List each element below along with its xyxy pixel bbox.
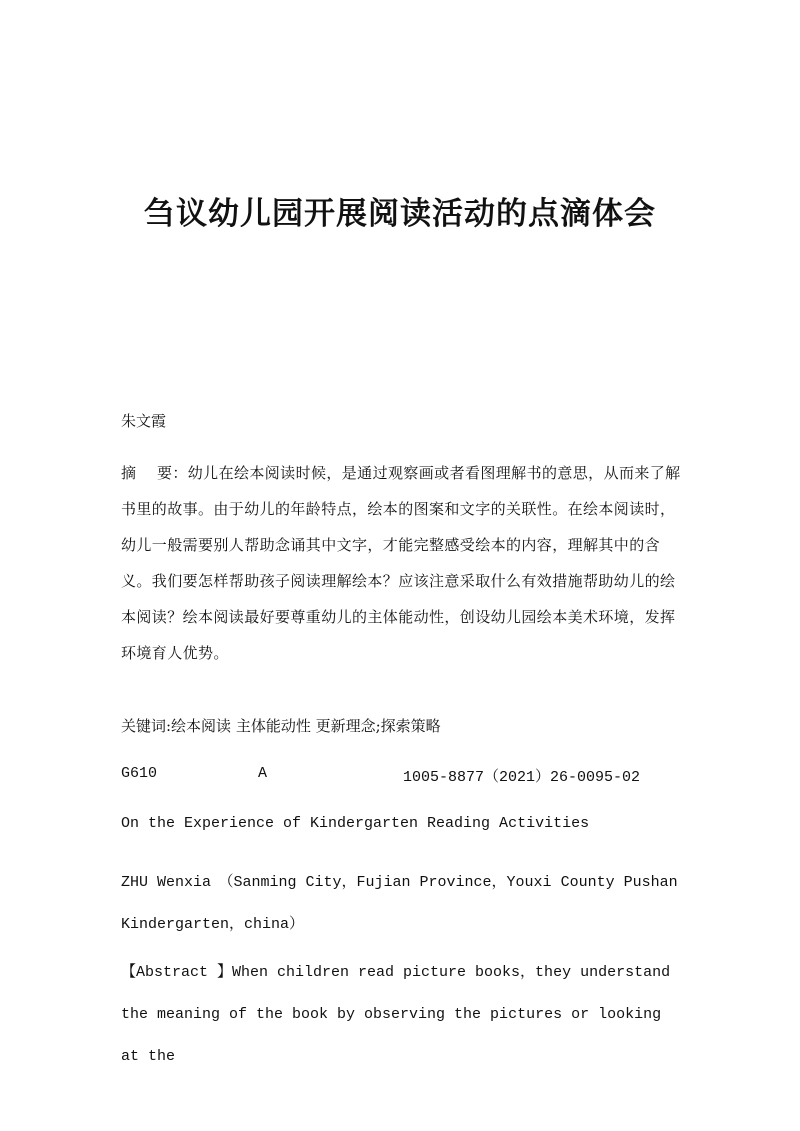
english-title: On the Experience of Kindergarten Reading Activities [121, 815, 590, 832]
chinese-abstract [121, 455, 681, 671]
english-abstract: 【Abstract 】When children read picture books，they understand the meaning of the book by observing the pictures or looking at the [121, 964, 671, 1065]
keywords: 关键词:绘本阅读 主体能动性 更新理念;探索策略 [121, 717, 441, 735]
abstract-label: 摘 要： [121, 464, 188, 482]
clc-number: G610 [121, 765, 158, 782]
article-id: 1005-8877（2021）26-0095-02 [403, 769, 641, 786]
paper-title: 刍议幼儿园开展阅读活动的点滴体会 [144, 196, 656, 232]
abstract-text: 幼儿在绘本阅读时候，是通过观察画或者看图理解书的意思，从而来了解书里的故事。由于幼儿的年龄特点，绘本的图案和文字的关联性。在绘本阅读时，幼儿一般需要别人帮助念诵其中文字，才能完整感受绘本的内容，理解其中的含义。我们要怎样帮助孩子阅读理解绘本？应该注意采取什么有效措施帮助幼儿的绘本阅读？绘本阅读最好要尊重幼儿的主体能动性，创设幼儿园绘本美术环境，发挥环境育人优势。 [121, 464, 681, 662]
author-name: 朱文霞 [121, 412, 167, 430]
document-code: A [258, 765, 268, 782]
english-author-affiliation: ZHU Wenxia （Sanming City，Fujian Province，Youxi County Pushan Kindergarten，china） [121, 874, 678, 933]
